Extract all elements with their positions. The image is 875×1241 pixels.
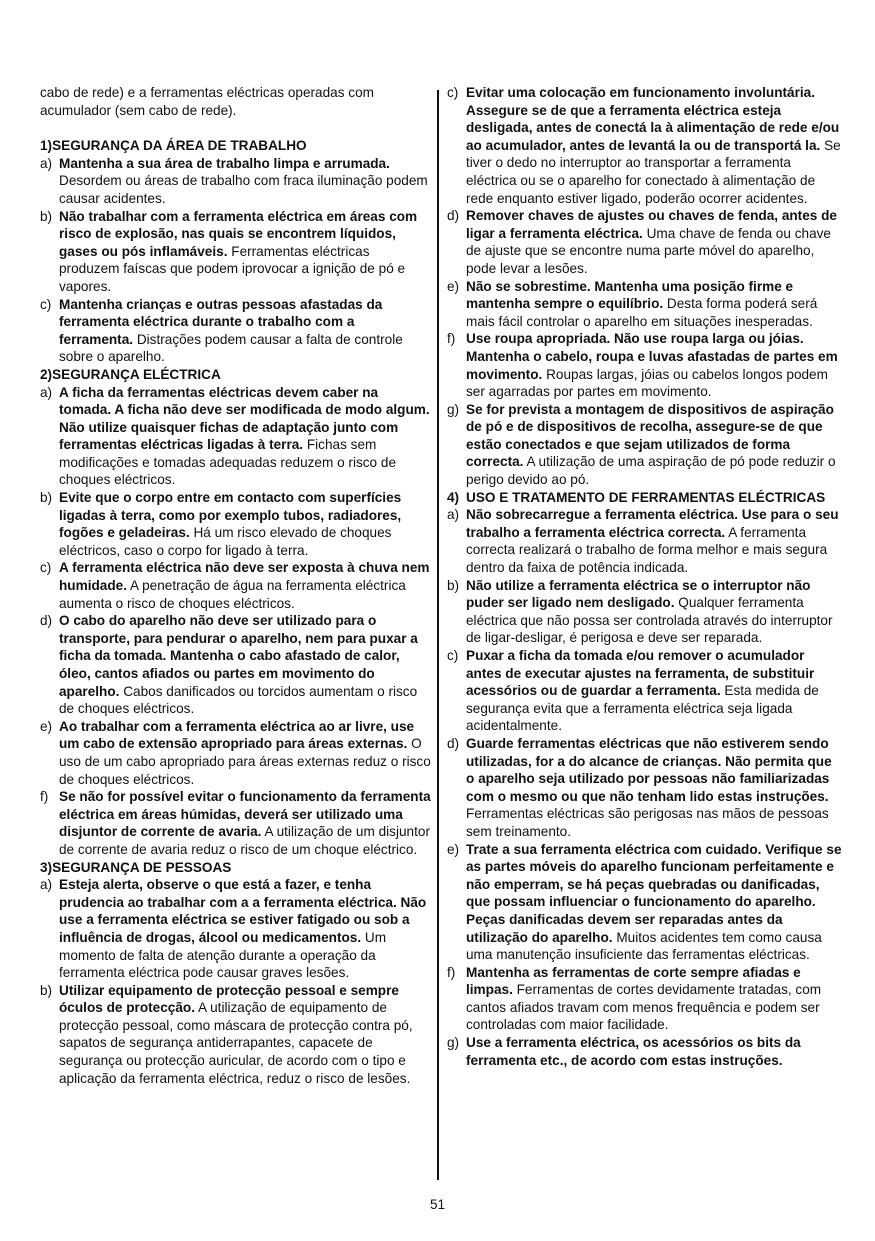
list-item [447, 207, 842, 277]
item-bold-text: Mantenha crianças e outras pessoas afastadas da ferramenta eléctrica durante o trabalho com a ferramenta. [59, 296, 383, 347]
item-text: Uma chave de fenda ou chave de ajuste que se encontre numa parte móvel do aparelho, pode levar a lesões. [466, 225, 831, 276]
item-text: Ferramentas eléctricas produzem faíscas que podem iprovocar a ignição de pó e vapores. [59, 243, 406, 294]
section-number: 3) [40, 859, 53, 875]
item-label: d) [447, 735, 460, 751]
column-divider [437, 90, 439, 1180]
item-text: Qualquer ferramenta eléctrica que não possa ser controlada através do interruptor de ligar-desligar, é perigosa e deve ser reparada. [466, 595, 833, 646]
section-number: 4) [447, 489, 460, 505]
item-text: Um momento de falta de atenção durante a operação da ferramenta eléctrica pode causar graves lesões. [59, 929, 387, 981]
list-item [40, 788, 432, 858]
item-text: Cabos danificados ou torcidos aumentam o risco de choques eléctricos. [59, 683, 418, 717]
item-label: e) [40, 718, 53, 734]
item-text: Desta forma poderá será mais fácil controlar o aparelho em situações inesperadas. [466, 296, 818, 329]
item-text: A utilização de equipamento de protecção pessoal, como máscara de protecção contra pó, sapatos de segurança antiderrapantes, capacete de segurança ou protecção auricular, de acordo com o tipo e aplicação da ferramenta eléctrica, reduz o risco de lesões. [59, 1000, 413, 1086]
item-text: O uso de um cabo apropriado para áreas externas reduz o risco de choques eléctricos. [59, 736, 431, 787]
item-label: a) [40, 155, 53, 171]
item-text: Ferramentas de cortes devidamente tratadas, com cantos afiados travam com menos frequência e podem ser controladas com maior facilidade. [466, 982, 822, 1033]
item-bold-text: Não trabalhar com a ferramenta eléctrica em áreas com risco de explosão, nas quais se encontrem líquidos, gases ou pós inflamáveis. [59, 208, 418, 259]
list-item [447, 577, 842, 647]
section-title: SEGURANÇA DE PESSOAS [52, 859, 232, 875]
item-bold-text: O cabo do aparelho não deve ser utilizado para o transporte, para pendurar o aparelho, nem para puxar a ficha da tomada. Mantenha o cabo afastado de calor, óleo, cantos afiados ou partes em movimento do aparelho. [59, 613, 418, 699]
item-bold-text: Se for prevista a montagem de dispositivos de aspiração de pó e de dispositivos de recolha, assegure-se de que estão conectados e que sejam utilizados de forma correcta. [466, 401, 834, 470]
list-item [40, 208, 432, 296]
list-item [447, 84, 842, 207]
item-bold-text: Evite que o corpo entre em contacto com superfícies ligadas à terra, como por exemplo tubos, radiadores, fogões e geladeiras. [59, 490, 402, 541]
intro-paragraph: cabo de rede) e a ferramentas eléctricas operadas com acumulador (sem cabo de rede). [40, 85, 374, 118]
item-text: Esta medida de segurança evita que a ferramenta eléctrica seja ligada acidentalmente. [466, 683, 819, 734]
section-title: SEGURANÇA ELÉCTRICA [52, 366, 221, 382]
item-label: f) [447, 331, 456, 347]
left-column [40, 84, 432, 1087]
item-text: Fichas sem modificações e tomadas adequadas reduzem o risco de choques eléctricos. [59, 437, 397, 488]
item-label: d) [447, 208, 460, 224]
section-title: USO E TRATAMENTO DE FERRAMENTAS ELÉCTRICAS [466, 489, 826, 505]
item-bold-text: A ficha da ferramentas eléctricas devem caber na tomada. A ficha não deve ser modificada de modo algum. Não utilize quaisquer fichas de adaptação junto com ferramentas eléctricas ligadas à terra. [59, 384, 430, 453]
section-number: 2) [40, 366, 53, 382]
section-heading-3 [40, 859, 432, 877]
item-label: b) [40, 982, 53, 998]
item-text: Se tiver o dedo no interruptor ao transportar a ferramenta eléctrica ou se o aparelho for conectado à alimentação de rede enquanto estiver ligado, poderão ocorrer acidentes. [466, 137, 841, 206]
item-bold-text: Mantenha as ferramentas de corte sempre afiadas e limpas. [466, 964, 801, 998]
list-item [40, 982, 432, 1088]
item-text: Desordem ou áreas de trabalho com fraca iluminação podem causar acidentes. [59, 173, 428, 206]
list-item [40, 296, 432, 366]
item-label: g) [447, 1035, 460, 1051]
list-item [447, 401, 842, 489]
item-label: g) [447, 401, 460, 417]
list-item [447, 278, 842, 331]
list-item [447, 841, 842, 964]
item-label: e) [447, 841, 460, 857]
item-text: Há um risco elevado de choques eléctricos, caso o corpo for ligado à terra. [59, 525, 392, 558]
item-label: c) [447, 85, 459, 100]
item-label: c) [447, 648, 459, 663]
list-item [40, 612, 432, 718]
item-bold-text: Não sobrecarregue a ferramenta eléctrica. Use para o seu trabalho a ferramenta eléctrica correcta. [466, 507, 839, 540]
item-bold-text: Remover chaves de ajustes ou chaves de fenda, antes de ligar a ferramenta eléctrica. [466, 208, 837, 241]
item-bold-text: Utilizar equipamento de protecção pessoal e sempre óculos de protecção. [59, 982, 399, 1016]
list-item [40, 489, 432, 559]
item-text: A utilização de uma aspiração de pó pode reduzir o perigo devido ao pó. [466, 454, 836, 488]
list-item [40, 155, 432, 208]
item-text: A ferramenta correcta realizará o trabalho de forma melhor e mais segura dentro da faixa de potência indicada. [466, 524, 828, 576]
item-bold-text: Mantenha a sua área de trabalho limpa e arrumada. [59, 155, 390, 171]
list-item [447, 735, 842, 841]
item-text: A utilização de um disjuntor de corrente de avaria reduz o risco de um choque eléctrico. [59, 824, 430, 857]
item-text: Roupas largas, jóias ou cabelos longos podem ser agarradas por partes em movimento. [466, 366, 828, 400]
item-bold-text: Puxar a ficha da tomada e/ou remover o acumulador antes de executar ajustes na ferramenta, de substituir acessórios ou de guardar a ferramenta. [466, 648, 815, 699]
item-bold-text: Não utilize a ferramenta eléctrica se o interruptor não puder ser ligado nem desligado. [466, 577, 811, 611]
item-bold-text: A ferramenta eléctrica não deve ser exposta à chuva nem humidade. [59, 560, 430, 594]
section-title: SEGURANÇA DA ÁREA DE TRABALHO [52, 138, 307, 154]
list-item [40, 559, 432, 612]
item-label: f) [447, 964, 456, 980]
item-bold-text: Trate a sua ferramenta eléctrica com cuidado. Verifique se as partes móveis do aparelho funcionam perfeitamente e não emperram, se há peças quebradas ou danificadas, que possam influenciar o funcionamento do aparelho. Peças danificadas devem ser reparadas antes da utilização do aparelho. [466, 841, 842, 945]
item-bold-text: Ao trabalhar com a ferramenta eléctrica ao ar livre, use um cabo de extensão apropriado para áreas externas. [59, 718, 415, 752]
item-bold-text: Use a ferramenta eléctrica, os acessórios os bits da ferramenta etc., de acordo com estas instruções. [466, 1035, 801, 1068]
item-label: a) [40, 384, 53, 400]
item-label: b) [40, 208, 53, 224]
item-bold-text: Evitar uma colocação em funcionamento involuntária. Assegure se de que a ferramenta eléctrica esteja desligada, antes de conectá la à alimentação de rede e/ou ao acumulador, antes de levantá la ou de transportá la. [466, 85, 840, 153]
item-label: c) [40, 296, 52, 312]
list-item [447, 506, 842, 576]
page-number: 51 [429, 1197, 446, 1212]
right-column [447, 84, 842, 1069]
item-text: Distrações podem causar a falta de controle sobre o aparelho. [59, 331, 403, 365]
list-item [40, 384, 432, 490]
item-bold-text: Esteja alerta, observe o que está a fazer, e tenha prudencia ao trabalhar com a a ferramenta eléctrica. Não use a ferramenta eléctrica se estiver fatigado ou sob a influência de drogas, álcool ou medicamentos. [59, 877, 427, 945]
section-heading-4 [447, 489, 842, 507]
item-bold-text: Guarde ferramentas eléctricas que não estiverem sendo utilizadas, for a do alcance de crianças. Não permita que o aparelho seja utilizado por pessoas não familiarizadas com o mesmo ou que não tenham lido estas instruções. [466, 735, 832, 804]
list-item [447, 964, 842, 1034]
item-label: f) [40, 789, 49, 805]
item-text: A penetração de água na ferramenta eléctrica aumenta o risco de choques eléctricos. [59, 578, 406, 611]
item-label: b) [447, 577, 460, 593]
section-heading-1 [40, 137, 432, 155]
item-label: b) [40, 490, 53, 506]
item-text: Muitos acidentes tem como causa uma manutenção insuficiente das ferramentas eléctricas. [466, 929, 822, 963]
section-number: 1) [40, 138, 53, 154]
list-item [447, 647, 842, 735]
item-label: a) [447, 507, 460, 523]
item-text: Ferramentas eléctricas são perigosas nas mãos de pessoas sem treinamento. [466, 806, 829, 839]
list-item [447, 330, 842, 400]
list-item [40, 718, 432, 788]
item-label: c) [40, 560, 52, 576]
item-bold-text: Use roupa apropriada. Não use roupa larga ou jóias. Mantenha o cabelo, roupa e luvas afastadas de partes em movimento. [466, 331, 838, 382]
item-label: e) [447, 278, 460, 294]
list-item [40, 876, 432, 982]
item-label: d) [40, 613, 53, 629]
section-heading-2 [40, 366, 432, 384]
item-label: a) [40, 877, 53, 893]
item-bold-text: Não se sobrestime. Mantenha uma posição firme e mantenha sempre o equilíbrio. [466, 278, 794, 312]
item-bold-text: Se não for possível evitar o funcionamento da ferramenta eléctrica em áreas húmidas, deverá ser utilizado uma disjuntor de corrente de avaria. [59, 789, 431, 840]
list-item [447, 1034, 842, 1069]
